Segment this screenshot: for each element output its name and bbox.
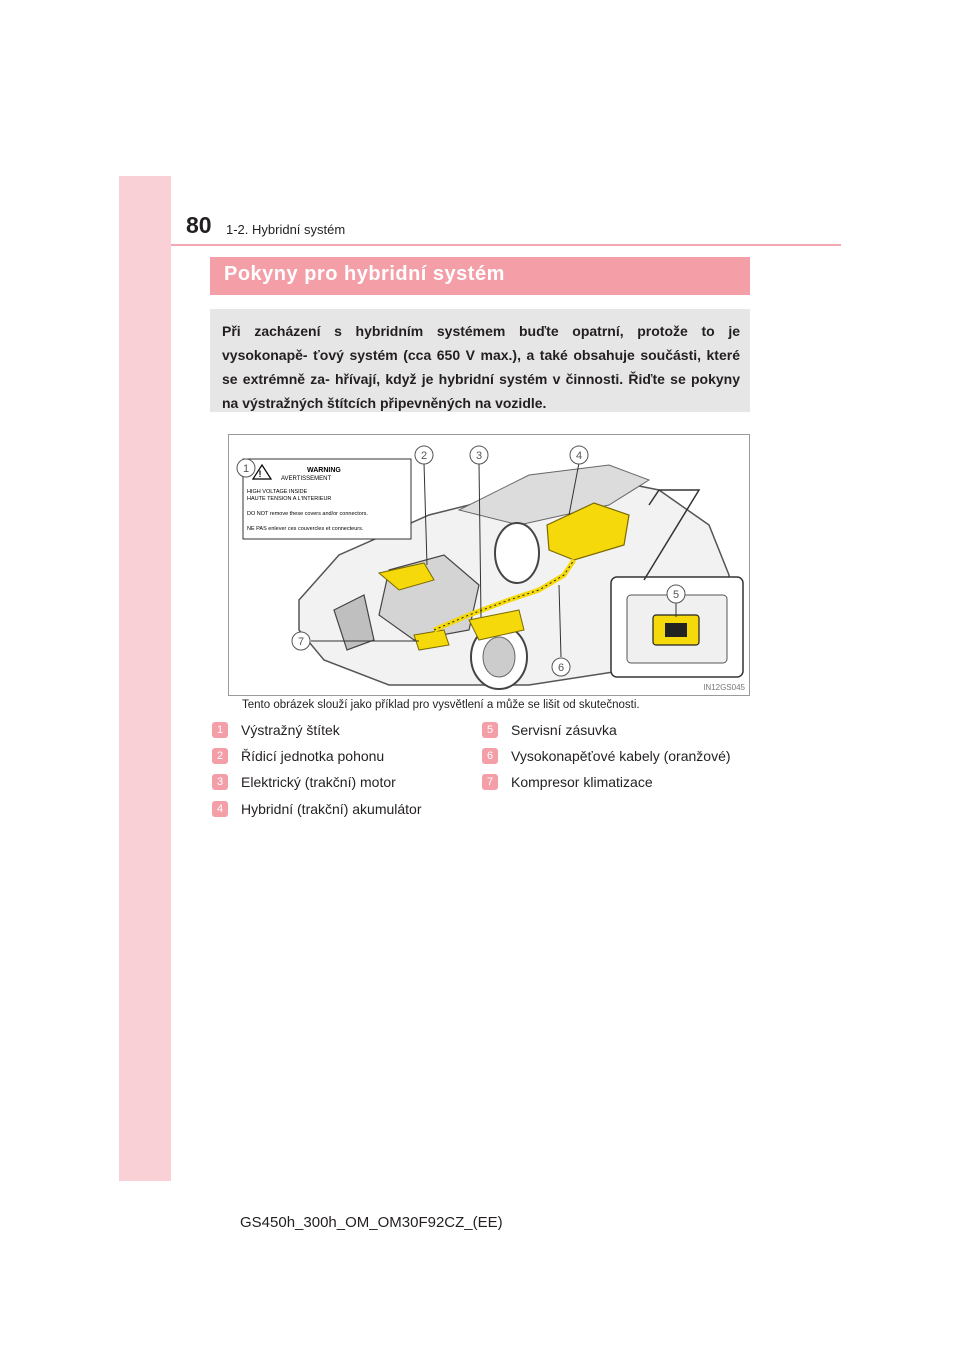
chapter-title: 1-2. Hybridní systém bbox=[226, 222, 346, 237]
intro-box bbox=[210, 309, 750, 412]
section-title: Pokyny pro hybridní systém bbox=[224, 263, 505, 285]
legend-number-badge: 5 bbox=[482, 722, 498, 738]
callout-3 bbox=[470, 446, 488, 464]
svg-text:2: 2 bbox=[420, 450, 428, 462]
legend-number-badge: 7 bbox=[482, 774, 498, 790]
legend-number-badge: 3 bbox=[212, 774, 228, 790]
page-number: 80 bbox=[186, 212, 212, 238]
legend-number-badge: 2 bbox=[212, 748, 228, 764]
legend-item-2 bbox=[212, 746, 384, 766]
label-line-5: DO NOT remove these covers and/or connectors. bbox=[247, 511, 368, 517]
callout-1 bbox=[237, 459, 255, 477]
svg-text:3: 3 bbox=[475, 450, 483, 462]
legend-number-badge: 4 bbox=[212, 801, 228, 817]
legend-number-badge: 1 bbox=[212, 722, 228, 738]
svg-text:4: 4 bbox=[575, 450, 583, 462]
legend-item-6 bbox=[482, 746, 731, 766]
legend-item-4 bbox=[212, 799, 422, 819]
label-line-6: NE PAS enlever ces couvercles et connecteurs. bbox=[247, 526, 364, 532]
label-line-3: HIGH VOLTAGE INSIDE bbox=[247, 489, 308, 495]
warning-triangle-mark: ! bbox=[258, 469, 262, 479]
legend-item-1 bbox=[212, 720, 340, 740]
side-tab-band bbox=[119, 176, 171, 1181]
label-line-4: HAUTE TENSION A L'INTERIEUR bbox=[247, 496, 332, 502]
service-plug-handle bbox=[665, 623, 687, 637]
legend-item-5 bbox=[482, 720, 617, 740]
spare-wheel bbox=[495, 523, 539, 583]
callout-4 bbox=[570, 446, 588, 464]
label-line-2: AVERTISSEMENT bbox=[281, 476, 332, 482]
svg-text:7: 7 bbox=[297, 636, 305, 648]
legend-item-7 bbox=[482, 772, 653, 792]
figure-code: IN12GS045 bbox=[703, 683, 745, 692]
svg-text:5: 5 bbox=[672, 589, 680, 601]
callout-6 bbox=[552, 658, 570, 676]
legend-text: Servisní zásuvka bbox=[511, 722, 617, 738]
legend-text: Kompresor klimatizace bbox=[511, 774, 653, 790]
footer-document-code: GS450h_300h_OM_OM30F92CZ_(EE) bbox=[240, 1214, 503, 1231]
legend-number-badge: 6 bbox=[482, 748, 498, 764]
svg-text:1: 1 bbox=[242, 463, 250, 475]
legend-text: Elektrický (trakční) motor bbox=[241, 774, 396, 790]
label-line-1: WARNING bbox=[307, 467, 341, 474]
car-illustration bbox=[229, 435, 749, 695]
front-wheel-hub bbox=[483, 637, 515, 677]
callout-5 bbox=[667, 585, 685, 603]
header-rule bbox=[171, 244, 841, 246]
hybrid-system-figure bbox=[228, 434, 750, 696]
svg-text:6: 6 bbox=[557, 662, 565, 674]
callout-7 bbox=[292, 632, 310, 650]
legend-text: Řídicí jednotka pohonu bbox=[241, 748, 385, 764]
figure-caption: Tento obrázek slouží jako příklad pro vysvětlení a může se lišit od skutečnosti. bbox=[242, 699, 640, 711]
intro-text: Při zacházení s hybridním systémem buďte opatrní, protože to je vysokonapě- ťový systém (cca 650 V max.), a také obsahuje součásti, které se extrémně za- hřívají, když je hybridní systém v činnosti. Řiďte se pokyny na výstražných štítcích připevněných na vozidle. bbox=[222, 323, 740, 411]
callout-2 bbox=[415, 446, 433, 464]
legend-text: Výstražný štítek bbox=[241, 722, 340, 738]
legend-text: Vysokonapěťové kabely (oranžové) bbox=[511, 748, 731, 764]
legend-item-3 bbox=[212, 772, 396, 792]
legend-text: Hybridní (trakční) akumulátor bbox=[241, 801, 422, 817]
section-header bbox=[210, 257, 750, 295]
